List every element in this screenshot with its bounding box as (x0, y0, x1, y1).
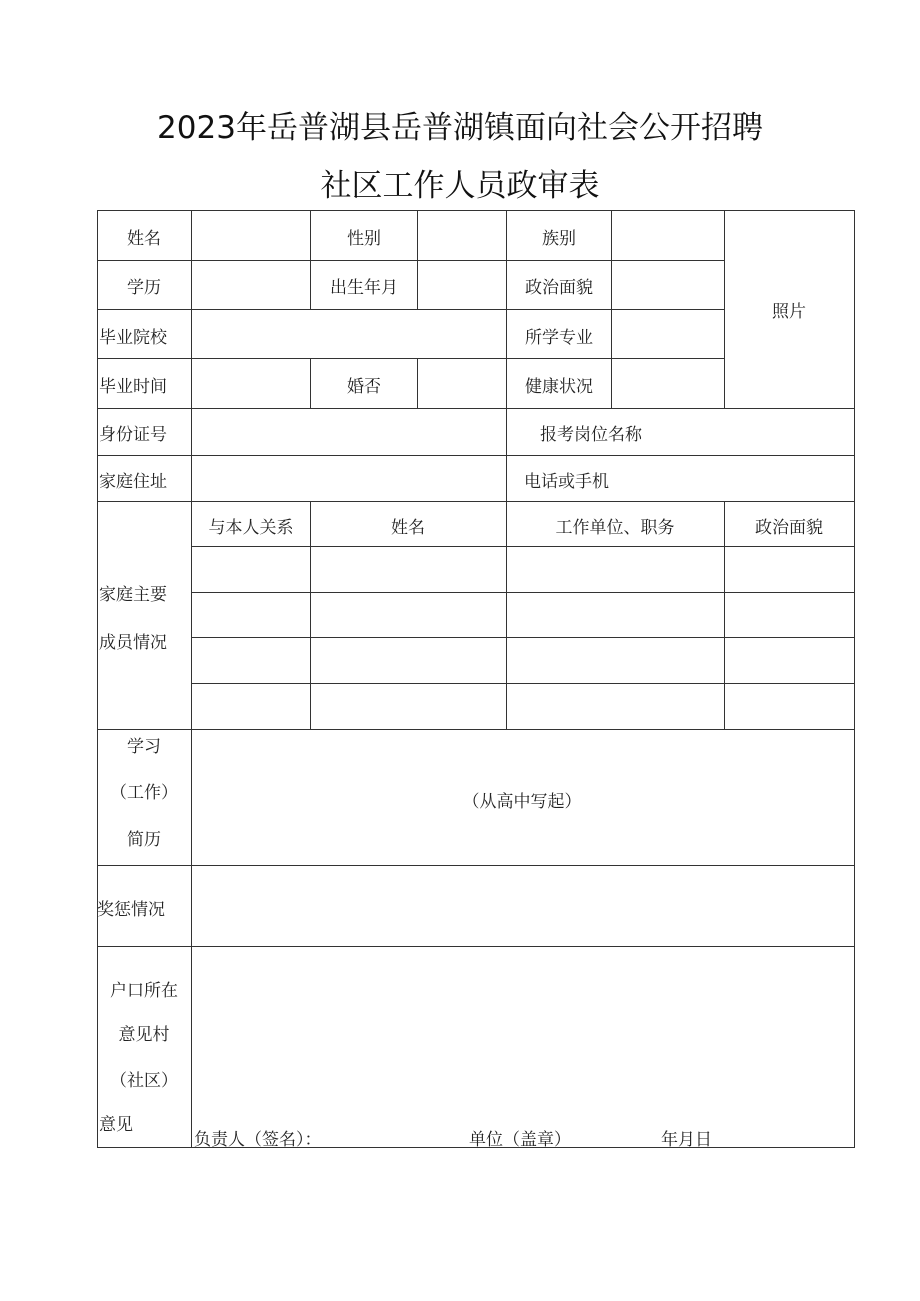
photo-placeholder: 照片 (772, 302, 806, 322)
table-border-left (97, 210, 98, 1148)
document-title-line1: 2023年岳普湖县岳普湖镇面向社会公开招聘 (157, 110, 763, 146)
health-status-label: 健康状况 (525, 377, 593, 397)
address-label: 家庭住址 (99, 472, 167, 492)
row-line (191, 546, 855, 547)
rewards-label: 奖惩情况 (97, 900, 165, 920)
id-number-label: 身份证号 (99, 425, 167, 445)
col-line (310, 501, 311, 729)
row-line (97, 501, 855, 502)
document-title-line2: 社区工作人员政审表 (320, 168, 600, 204)
row-line (97, 729, 855, 730)
resume-label-line3: 简历 (127, 830, 161, 850)
family-header-name: 姓名 (391, 518, 425, 538)
phone-label: 电话或手机 (524, 472, 609, 492)
name-label: 姓名 (127, 229, 161, 249)
opinion-label-line1: 户口所在 (110, 981, 178, 1001)
col-line (724, 501, 725, 729)
table-border-top (97, 210, 855, 211)
position-label: 报考岗位名称 (540, 425, 642, 445)
ethnicity-label: 族别 (542, 229, 576, 249)
row-line (97, 455, 855, 456)
row-line (97, 865, 855, 866)
marital-status-label: 婚否 (347, 377, 381, 397)
school-label: 毕业院校 (99, 328, 167, 348)
family-label-line1: 家庭主要 (99, 585, 167, 605)
gender-label: 性别 (347, 229, 381, 249)
education-label: 学历 (127, 278, 161, 298)
col-line (191, 210, 192, 1148)
family-label-line2: 成员情况 (99, 633, 167, 653)
date-label: 年月日 (661, 1130, 712, 1150)
opinion-label-line2: 意见村 (118, 1025, 170, 1045)
row-line (191, 683, 855, 684)
col-line (310, 358, 311, 408)
row-line (97, 946, 855, 947)
col-line (310, 210, 311, 309)
graduation-time-label: 毕业时间 (99, 377, 167, 397)
major-label: 所学专业 (525, 328, 593, 348)
family-header-employer: 工作单位、职务 (555, 518, 675, 538)
signer-field-label: 负责人（签名）： (194, 1130, 322, 1150)
col-line (417, 358, 418, 408)
unit-seal-label: 单位（盖章） (469, 1130, 571, 1150)
family-header-political: 政治面貌 (755, 518, 823, 538)
opinion-label-line3: （社区） (110, 1071, 178, 1091)
birth-label: 出生年月 (330, 278, 398, 298)
opinion-label-line4: 意见 (99, 1115, 133, 1135)
resume-label-line1: 学习 (127, 737, 161, 757)
resume-hint: （从高中写起） (462, 792, 582, 812)
col-line (724, 210, 725, 408)
family-header-relation: 与本人关系 (208, 518, 294, 538)
row-line (191, 592, 855, 593)
col-line (611, 210, 612, 408)
table-border-right (854, 210, 855, 1148)
resume-label-line2: （工作） (110, 783, 178, 803)
row-line (97, 408, 855, 409)
row-line (191, 637, 855, 638)
political-status-label: 政治面貌 (525, 278, 593, 298)
col-line (506, 210, 507, 729)
col-line (417, 210, 418, 309)
